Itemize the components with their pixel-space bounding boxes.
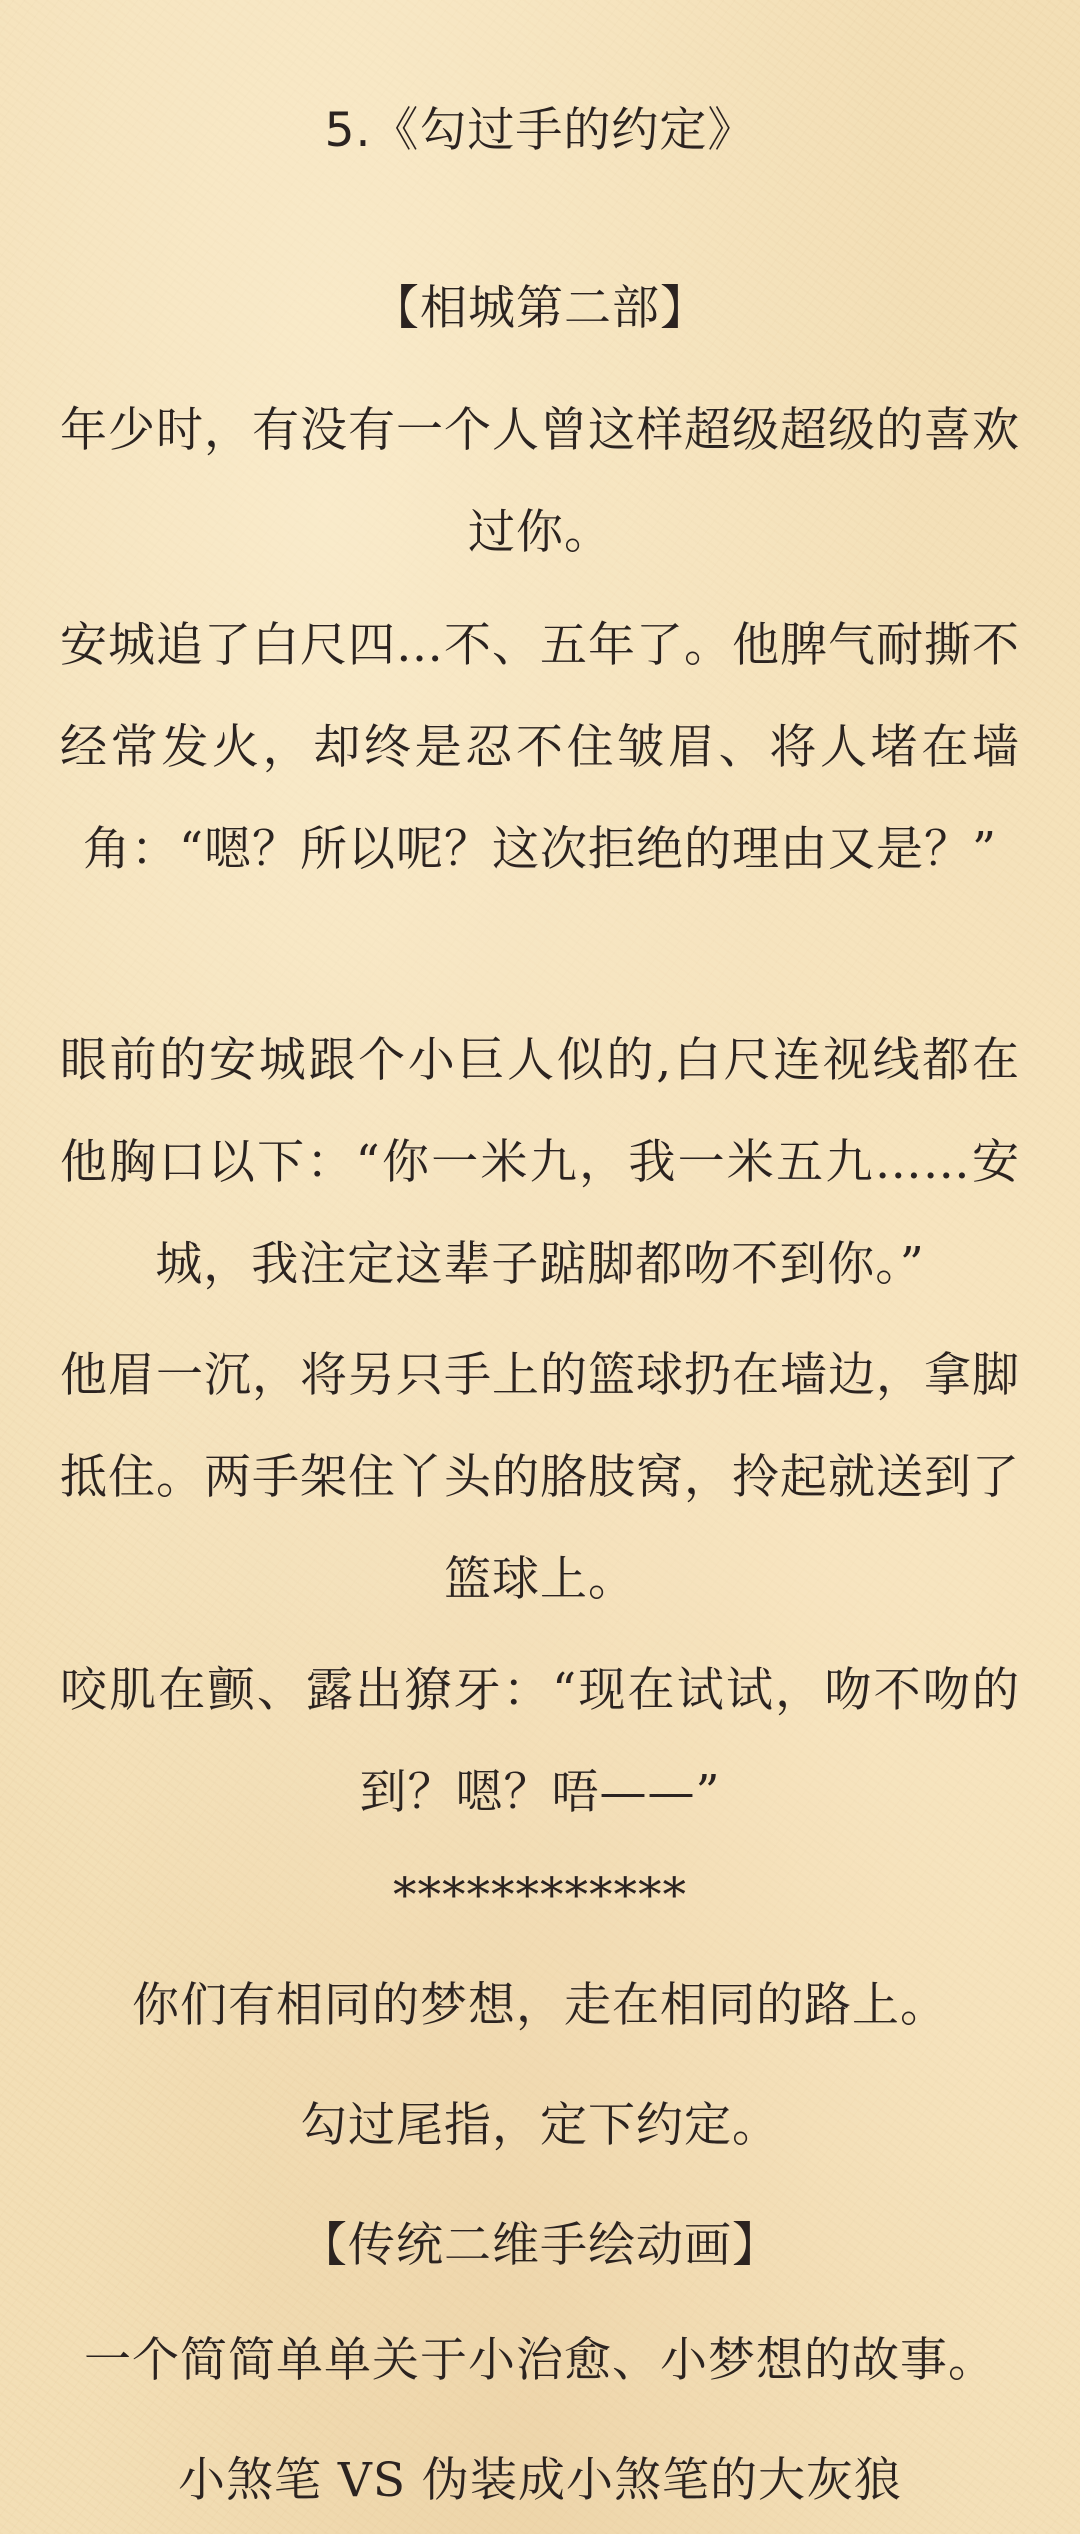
story-summary: 一个简简单单关于小治愈、小梦想的故事。 xyxy=(84,2333,996,2388)
tagline-dream: 你们有相同的梦想，走在相同的路上。 xyxy=(132,1978,948,2033)
paragraph-3: 眼前的安城跟个小巨人似的,白尺连视线都在他胸口以下：“你一米九，我一米五九……安城，我注定这辈子踮脚都吻不到你。” xyxy=(60,1033,1020,1292)
genre-label: 【传统二维手绘动画】 xyxy=(300,2218,780,2273)
article-title: 5.《勾过手的约定》 xyxy=(324,103,756,158)
character-matchup: 小煞笔 VS 伪装成小煞笔的大灰狼 xyxy=(177,2453,903,2508)
tagline-promise: 勾过尾指，定下约定。 xyxy=(300,2098,780,2153)
paragraph-5: 咬肌在颤、露出獠牙：“现在试试，吻不吻的到？嗯？唔——” xyxy=(60,1663,1020,1820)
divider-asterisks: ************ xyxy=(393,1868,687,1923)
paragraph-2: 安城追了白尺四…不、五年了。他脾气耐撕不经常发火，却终是忍不住皱眉、将人堵在墙角：“嗯？所以呢？这次拒绝的理由又是？” xyxy=(60,618,1020,877)
paragraph-1: 年少时，有没有一个人曾这样超级超级的喜欢过你。 xyxy=(60,403,1020,560)
paragraph-4: 他眉一沉，将另只手上的篮球扔在墙边，拿脚抵住。两手架住丫头的胳肢窝，拎起就送到了篮球上。 xyxy=(60,1348,1020,1607)
article-subtitle: 【相城第二部】 xyxy=(372,281,708,336)
